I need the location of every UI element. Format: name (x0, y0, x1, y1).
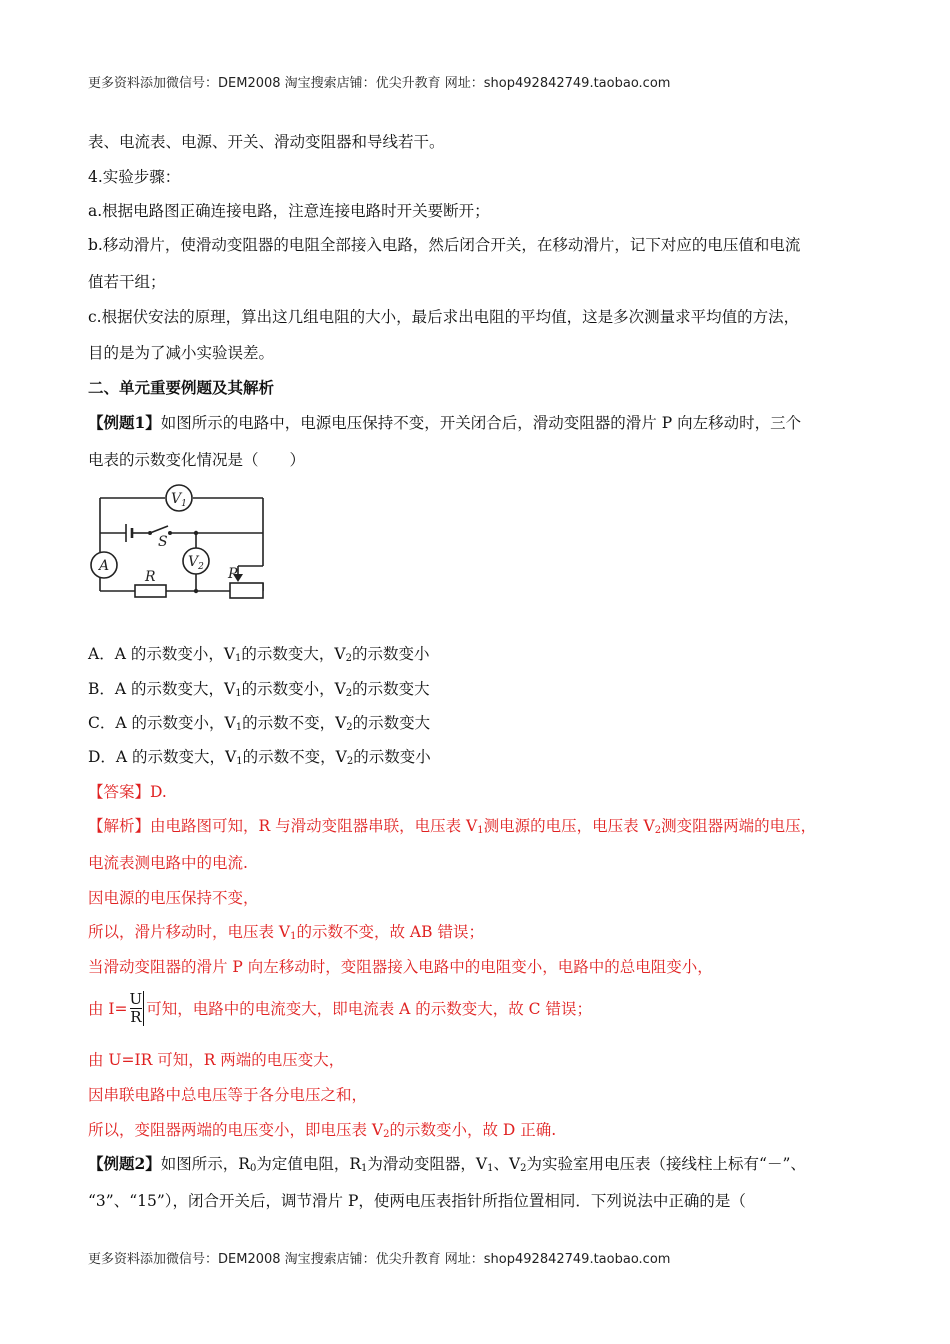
a-label: A (99, 558, 110, 574)
option-a: A．A 的示数变小，$V_1$的示数变大，$V_2$的示数变小 (88, 645, 430, 664)
step-a: a.根据电路图正确连接电路，注意连接电路时开关要断开； (88, 202, 490, 220)
analysis-line-5: 当滑动变阻器的滑片 P 向左移动时，变阻器接入电路中的电阻变小，电路中的总电阻变小， (88, 958, 713, 976)
example-2-question: 【例题2】如图所示，$R_0$为定值电阻，$R_1$为滑动变阻器，$V_1$、$V_2$为实验室用电压表（接线柱上标有“－”、 (88, 1154, 806, 1174)
r-label: R (145, 569, 156, 585)
step-c: c.根据伏安法的原理，算出这几组电阻的大小，最后求出电阻的平均值，这是多次测量求平均值的方法， (88, 308, 800, 326)
example-1-question-cont: 电表的示数变化情况是（ ） (88, 451, 306, 469)
option-c: C．A 的示数变小，$V_1$的示数不变，$V_2$的示数变大 (88, 714, 431, 733)
example-2-tag: 【例题2】 (88, 1154, 161, 1173)
analysis-line-3: 因电源的电压保持不变， (88, 889, 259, 907)
formula-fraction: $\frac{U}{R}$ (129, 989, 143, 1026)
p-label: P (228, 566, 238, 582)
analysis-line-4: 所以，滑片移动时，电压表 $V_1$的示数不变，故 AB 错误； (88, 923, 484, 942)
intro-line-1: 表、电流表、电源、开关、滑动变阻器和导线若干。 (88, 133, 445, 151)
footer-watermark: 更多资料添加微信号：DEM2008 淘宝搜索店铺：优尖升教育 网址：shop492842749.taobao.com (88, 1252, 671, 1267)
step-b-cont: 值若干组； (88, 273, 166, 291)
example-2-question-cont: “3”、“15”），闭合开关后，调节滑片 P，使两电压表指针所指位置相同．下列说法中正确的是（ (88, 1192, 746, 1210)
analysis-line-2: 电流表测电路中的电流. (88, 854, 248, 872)
v1-label: $V_1$ (171, 491, 187, 509)
switch-blade (150, 526, 168, 533)
circuit-diagram (88, 478, 278, 606)
v2-label: $V_2$ (188, 554, 204, 572)
analysis-line-6: 由 I= $\frac{U}{R}$ 可知，电路中的电流变大，即电流表 A 的示数变大，故 C 错误； (88, 989, 592, 1026)
analysis-line-9: 所以，变阻器两端的电压变小，即电压表 $V_2$的示数变小，故 D 正确. (88, 1121, 557, 1140)
option-b: B．A 的示数变大，$V_1$的示数变小，$V_2$的示数变大 (88, 680, 430, 699)
analysis-line-7: 由 U=IR 可知，R 两端的电压变大， (88, 1051, 345, 1069)
example-1-question: 【例题1】如图所示的电路中，电源电压保持不变，开关闭合后，滑动变阻器的滑片 P 向左移动时，三个 (88, 413, 802, 432)
header-watermark: 更多资料添加微信号：DEM2008 淘宝搜索店铺：优尖升教育 网址：shop492842749.taobao.com (88, 76, 671, 91)
answer: 【答案】D. (88, 783, 167, 801)
step-c-cont: 目的是为了减小实验误差。 (88, 344, 275, 362)
analysis-line-8: 因串联电路中总电压等于各分电压之和， (88, 1086, 368, 1104)
analysis-line-1: 【解析】由电路图可知，R 与滑动变阻器串联，电压表 $V_1$测电源的电压，电压表 $V_2$测变阻器两端的电压， (88, 817, 817, 836)
example-1-tag: 【例题1】 (88, 413, 161, 432)
option-d: D．A 的示数变大，$V_1$的示数不变，$V_2$的示数变小 (88, 748, 431, 767)
s-label: S (158, 534, 168, 550)
step-b: b.移动滑片，使滑动变阻器的电阻全部接入电路，然后闭合开关，在移动滑片，记下对应的电压值和电流 (88, 236, 801, 254)
intro-line-2: 4.实验步骤： (88, 168, 181, 186)
resistor-r (135, 585, 166, 597)
section-title: 二、单元重要例题及其解析 (88, 378, 275, 397)
rheostat (230, 583, 263, 598)
